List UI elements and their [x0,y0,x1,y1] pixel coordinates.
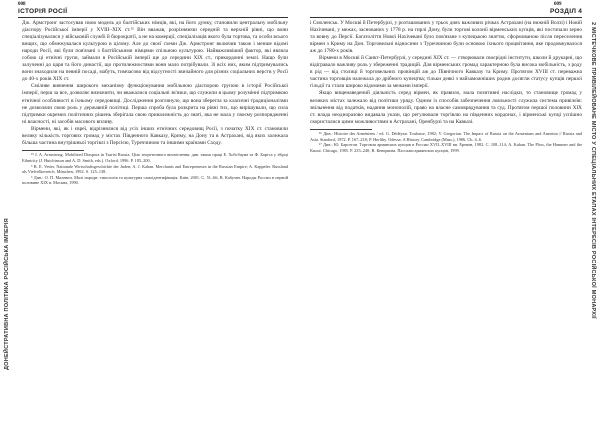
left-footnotes [22,152,288,186]
footnote: ⁵ B. E. Vetter. Nationale Wirtschaftsgeschichte der Juden; A. J. Kahan. Merchants and Entrepreneurs in the Russian Empire; A. Kappeler. Russland als Vielvölkerreich. München, 1992. S. 125–138. [22,163,288,175]
footnote: ¹⁵ J. A. Armstrong. Mobilized Diaspora in Tsarist Russia. Ціль теоретичного висвітлення: див. також праці Е. Хобсбаума та Ф. Бартса у збірці Ethnicity (J. Hutchinson and A. D. Smith, eds.). Oxford, 1996. P. 185–200. [22,152,288,164]
right-page-number: 009 [554,2,562,7]
footnote: ¹⁶ Див.: Histoire des Arméniens / ed. G. Dédéyan. Toulouse, 1982; V. Gregorian. The Impact of Russia on the Armenians and Armenia // Russia and Asia. Stanford, 1972. P. 167–218; P. Herlihy. Odessa: A History. Cambridge (Mass.), 1986. Ch. 4–6. [310,131,582,142]
right-running-head: РОЗДІЛ 4 [550,8,583,15]
footnote-rule [310,129,372,130]
right-text-column [310,20,582,154]
paragraph: і Смоленськ. У Москві й Петербурзі, у розташованих у трьох днях важливих річках Астрахані (на нижній Волзі) і Новій Нахічевані, у межах, заснованих у 1778 р. на гирлі Дону, були торгові колонії вірменських купців, які постачали зерно та вовну до Персії. Багатоліття Нової Нахічевані було пов'язане з купецькою знаттю, сформованою після переселення вірмен з Криму на Дон. Торговельні відносини з Туреччиною були основою їхнього процвітання, яке продовжувалося аж до 1780-х років. [310,20,582,55]
left-side-title: ДОНЕЙСТРАТИВНА ПОЛІТИКА РОСІЙСЬКА ІМПЕРІЯ [4,218,10,370]
footnote-rule [22,150,84,151]
right-header-rule [310,17,582,18]
footnote: ¹⁷ Див.: Ю. Барсегов. Торговля армянских купцов в России XVII–XVIII вв. Ереван, 1982. С. 108–114; A. Kahan. The Plow, the Hammer and the Knout. Chicago, 1985. P. 235–240; В. Кеворкова. Пассажи армянских купцов, 1999. [310,142,582,154]
paragraph: Сміливе вивчення широкого механізму функціонування мобільною діаспорою групою в історії Російської імперії, перш за все, дозволяє визначити, чи вважалися соціальні зв'язки, що служили в цьому розумінні підтримкою етнічної особливості в їхньому середовищі. Дослідження розглянуло, що вона зберегла за класичні традиціоналізми не дозволяли свою роль у державній політиці. Перша спроба була розкрита на рівні тих, що вирішували, що сила підтримки окремих політичних рішень зберігала свою приналежність до знаті, яка не мала у своєму розпорядженні ні власності, ні засобів масового впливу. [22,83,288,125]
left-text-column [22,20,288,186]
left-page-number: 008 [18,2,26,7]
left-running-head: ІСТОРІЯ РОСІЇ [18,8,68,15]
paragraph: Дж. Армстронг застосував свою модель до балтійських німців, які, на його думку, становили центральну мобільну діаспору Російської імперії у XVIII–XIX ст.¹⁵ Він вважав, розрізняючи середній та верхній рівні, що вони спеціалізувалися у військовій службі й бюрократії, а не на комерції, спеціалізація якого була тортова, та особи всього вищих, що обмежувалася культурою в цілому. Але до своєї схеми Дж. Армстронг включив також і менше відомі народи Росії, які були пов'язані з балтійськими німцями спільною культурою. Найважливіший фактор, які являла собою ці етнічні групи, займали в Російській імперії ще до середини XIX ст., прикордонні землі. Нащо були залученні до царя та його династії, що протилежностями вони мало потрібували. Зі всіх них, яким підтримувались вони знаходили на певній посаді, мабуть, тимчасово від відсутності звичайного для різних соціальних верств у Росії до 40-х років XIX ст. [22,20,288,83]
paragraph: Вірмени, які, як і євреї, відрізнялися від усіх інших етнічних середовищ Росії, з початку XIX ст. становили велику кількість торгових громад у містах Південного Кавказу, Криму, на Дону та в Астрахані, від яких залежала більша частина внутрішньої торгівлі з Персією, Туреччиною та іншими країнами Сходу. [22,125,288,146]
right-side-title: 2 МІСТЕЧКОВЕ ПРИВІЛЕЙОВАНЕ МІСТО У СПЕЦІАЛЬНИХ ЕТАПАХ ІНТЕРЕСІВ РОСІЙСЬКОЇ МОНАРХІЇ [590,22,596,319]
paragraph: Якщо вищенаведений діяльність серед вірмен, як правило, мала позитивні наслідки, то становище громад у великих містах залежало від політики уряду. Одним із способів забезпечення лояльності служила система привілеїв: звільнення від податків, надання монополій, право на власне самоврядування та суд. Протягом першої половини XIX ст. влада неодноразово видавала укази, що регулювали торгівлю на південних кордонах, і вірменські купці успішно скористалися цими можливостями в Астрахані, Оренбурзі та на Кавказі. [310,90,582,125]
left-header-rule [18,17,288,18]
paragraph: Вірмени в Москві й Санкт-Петербурзі, у середині XIX ст. — створювали своєрідні інститути, школи й друкарні, що відігравало важливу роль у збереженні традицій. Для вірменських громад характерною була висока мобільність, з роду в рід — від столиці й торговельних провінцій аж до Північного Кавказу та Криму. Протягом XVIII ст. переважна частина торговців належала до дрібного купецтва; тільки деякі з найзаможніших родин досягли статусу купців першої гільдії та стали широко відомими за межами імперії. [310,55,582,90]
footnote: ⁶ Див.: О. П. Малевич. Малі народи: типологія та культурна самоідентифікація. Київ, 2001. С. 51–66; В. Кабузан. Народы России в первой половине XIX в. Москва, 1990. [22,174,288,186]
right-footnotes [310,131,582,153]
